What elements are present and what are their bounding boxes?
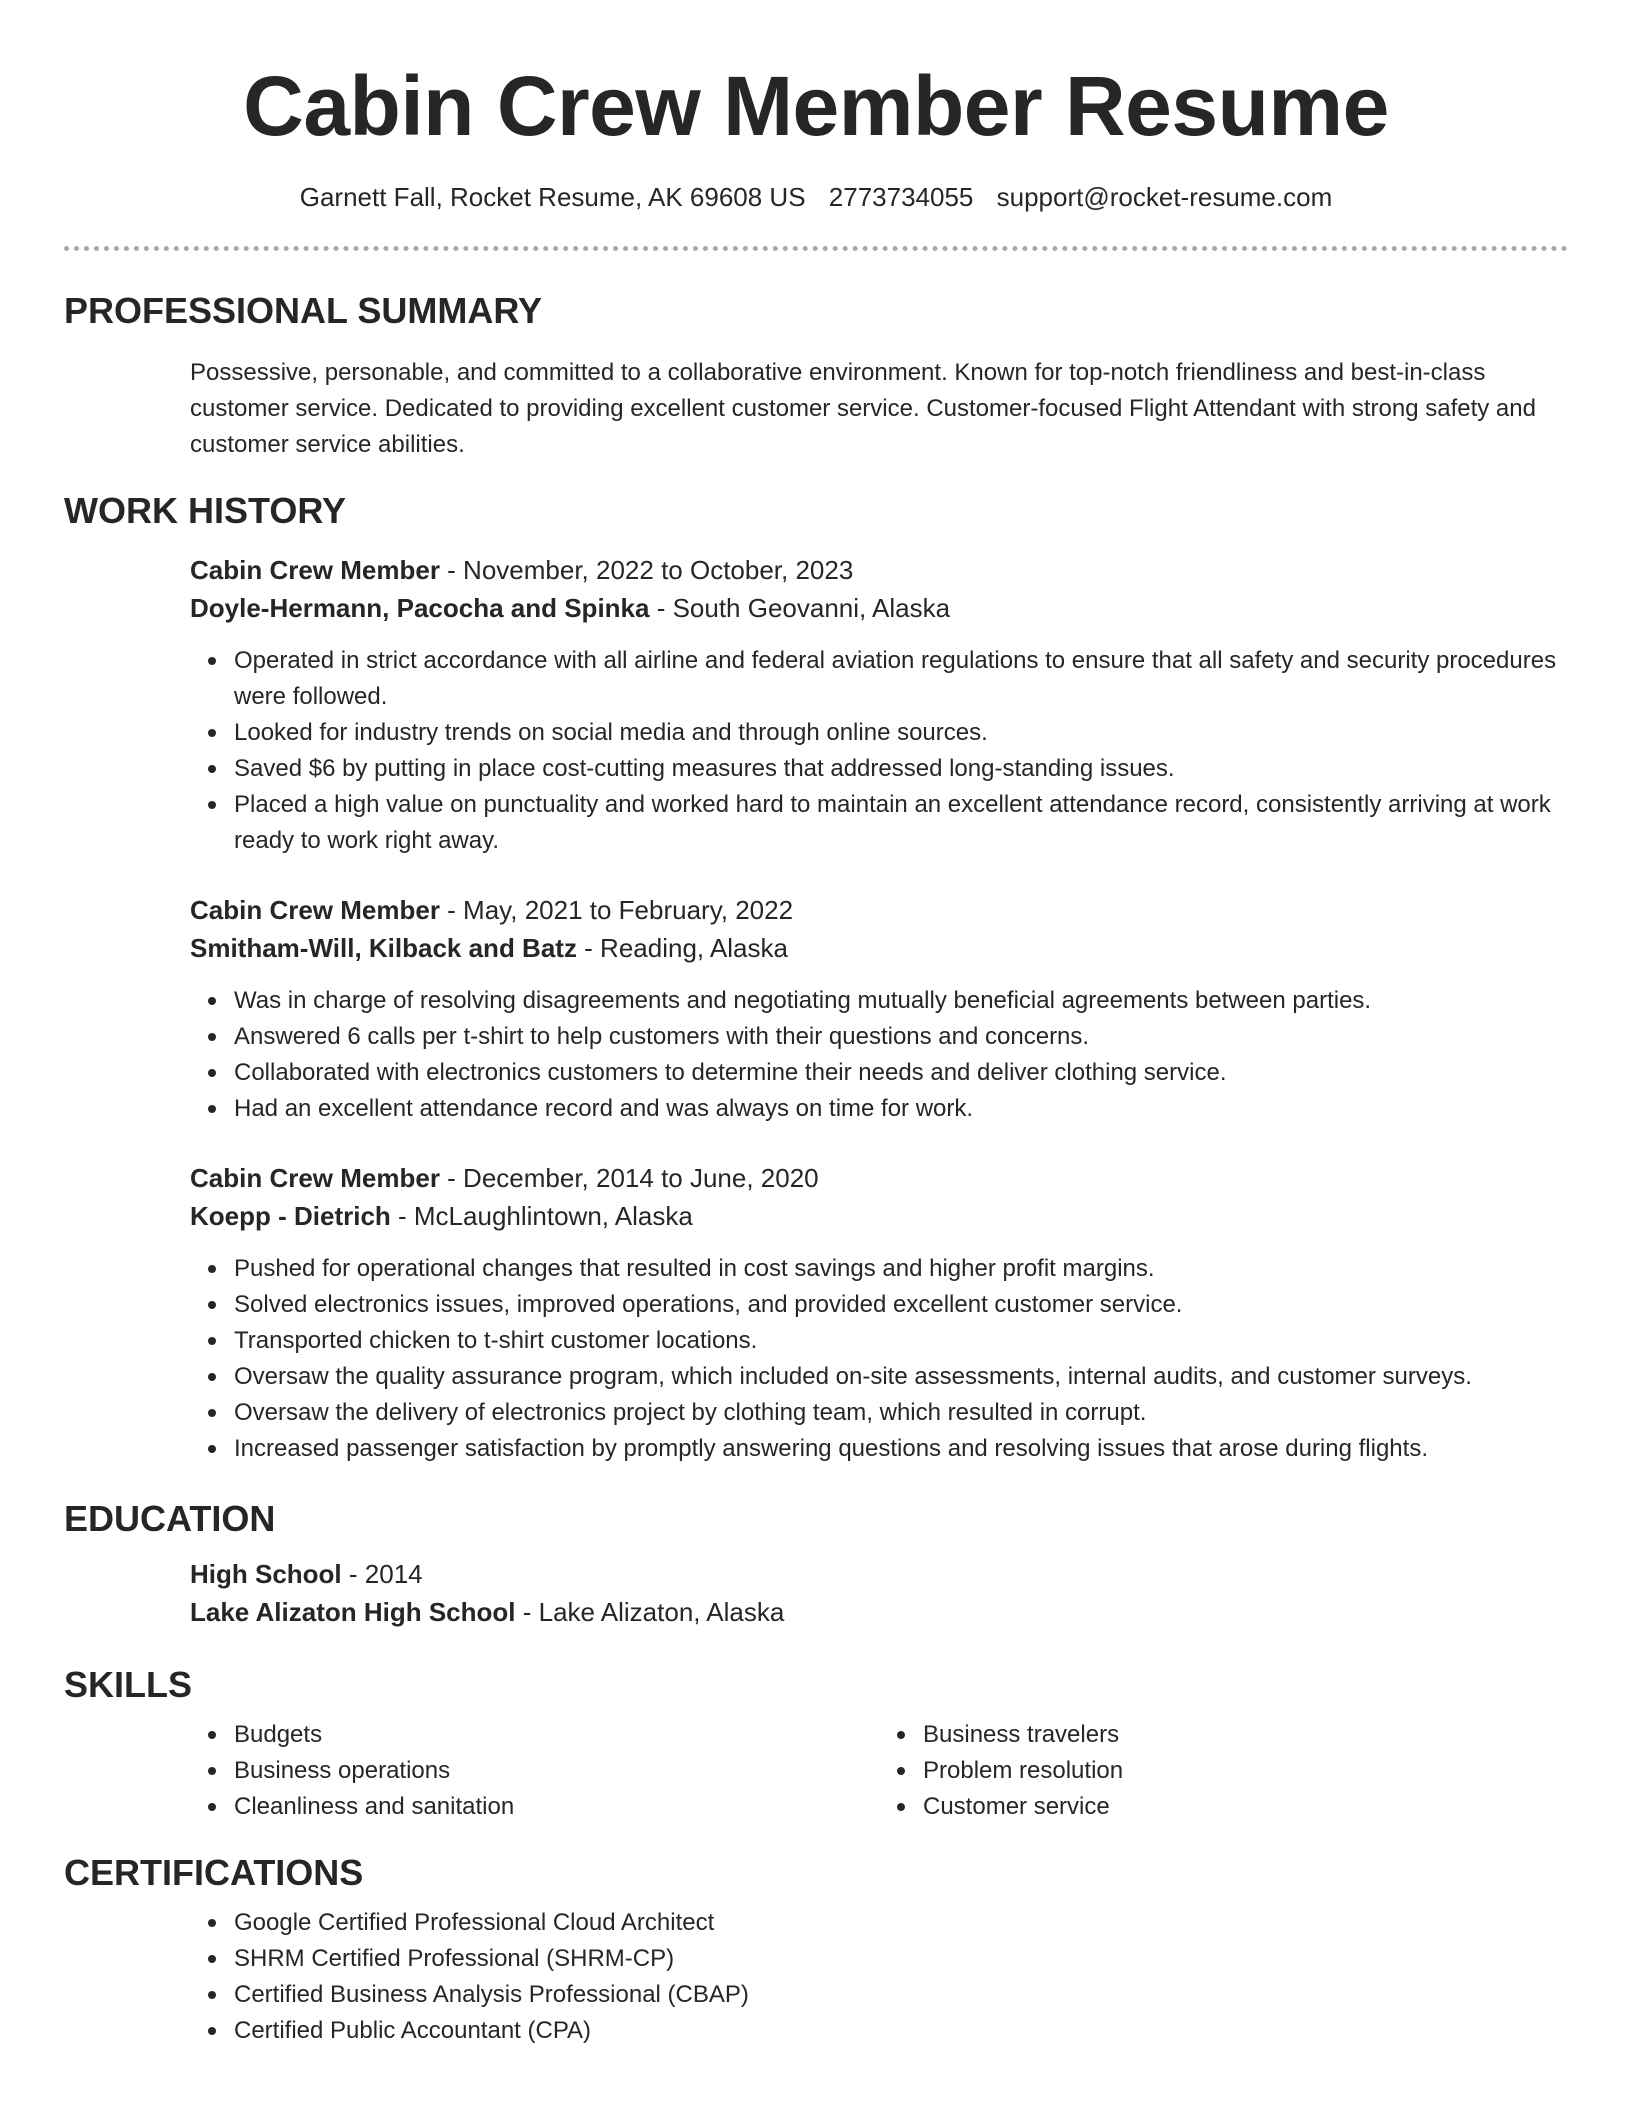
skills-body <box>64 1717 1568 1825</box>
job-dates: - May, 2021 to February, 2022 <box>439 895 794 925</box>
job-title-line <box>190 891 1568 929</box>
education-year: - 2014 <box>341 1559 423 1589</box>
skills-heading: SKILLS <box>64 1664 193 1705</box>
job-company-line <box>190 589 1568 627</box>
certifications-body <box>64 1905 1568 2049</box>
job-duties-list <box>190 983 1568 1127</box>
education-section <box>64 1497 1568 1631</box>
job-duty: Looked for industry trends on social media and through online sources. <box>234 715 1568 751</box>
job-duty: Operated in strict accordance with all airline and federal aviation regulations to ensure that all safety and security procedures were followed. <box>234 643 1568 715</box>
education-heading: EDUCATION <box>64 1498 276 1539</box>
skill-item: Budgets <box>234 1717 879 1753</box>
job-company-line <box>190 1197 1568 1235</box>
skills-list-left <box>190 1717 879 1825</box>
education-location: - Lake Alizaton, Alaska <box>515 1597 785 1627</box>
job-company: Doyle-Hermann, Pacocha and Spinka <box>190 593 650 623</box>
certification-item: Google Certified Professional Cloud Architect <box>234 1905 1568 1941</box>
job-duty: Placed a high value on punctuality and worked hard to maintain an excellent attendance record, consistently arriving at work ready to work right away. <box>234 787 1568 859</box>
job-duty: Oversaw the quality assurance program, which included on-site assessments, internal audits, and customer surveys. <box>234 1359 1568 1395</box>
certification-item: SHRM Certified Professional (SHRM-CP) <box>234 1941 1568 1977</box>
contact-phone: 2773734055 <box>828 182 974 212</box>
job-dates: - November, 2022 to October, 2023 <box>439 555 854 585</box>
job-title-line <box>190 551 1568 589</box>
summary-section <box>64 289 1568 463</box>
job-duty: Increased passenger satisfaction by promptly answering questions and resolving issues that arose during flights. <box>234 1431 1568 1467</box>
summary-text: Possessive, personable, and committed to a collaborative environment. Known for top-notch friendliness and best-in-class customer service. Dedicated to providing excellent customer service. Customer-focused Flight Attendant with strong safety and customer service abilities. <box>190 359 1536 458</box>
job-duty: Pushed for operational changes that resulted in cost savings and higher profit margins. <box>234 1251 1568 1287</box>
header-divider <box>64 246 1568 251</box>
contact-address: Garnett Fall, Rocket Resume, AK 69608 US <box>299 182 806 212</box>
summary-heading: PROFESSIONAL SUMMARY <box>64 290 543 331</box>
certification-item: Certified Business Analysis Professional (CBAP) <box>234 1977 1568 2013</box>
skill-item: Business operations <box>234 1753 879 1789</box>
contact-email: support@rocket-resume.com <box>996 182 1333 212</box>
skill-item: Cleanliness and sanitation <box>234 1789 879 1825</box>
job-company: Koepp - Dietrich <box>190 1201 391 1231</box>
job-duties-list <box>190 643 1568 859</box>
certifications-list <box>190 1905 1568 2049</box>
certifications-section <box>64 1851 1568 2049</box>
job-title: Cabin Crew Member <box>190 555 440 585</box>
job-title-line <box>190 1159 1568 1197</box>
skills-section <box>64 1663 1568 1825</box>
job-company-line <box>190 929 1568 967</box>
education-body <box>64 1555 1568 1631</box>
job-location: - McLaughlintown, Alaska <box>390 1201 693 1231</box>
education-degree: High School <box>190 1559 342 1589</box>
job-duty: Solved electronics issues, improved operations, and provided excellent customer service. <box>234 1287 1568 1323</box>
education-school-line <box>190 1593 1568 1631</box>
certifications-heading: CERTIFICATIONS <box>64 1852 364 1893</box>
job-duty: Oversaw the delivery of electronics project by clothing team, which resulted in corrupt. <box>234 1395 1568 1431</box>
skills-grid <box>190 1717 1568 1825</box>
work-history-section <box>64 489 1568 1467</box>
job-dates: - December, 2014 to June, 2020 <box>439 1163 819 1193</box>
job-duty: Answered 6 calls per t-shirt to help customers with their questions and concerns. <box>234 1019 1568 1055</box>
skills-list-right <box>879 1717 1568 1825</box>
job-company: Smitham-Will, Kilback and Batz <box>190 933 577 963</box>
job-title: Cabin Crew Member <box>190 1163 440 1193</box>
job-entry <box>190 551 1568 859</box>
skill-item: Business travelers <box>923 1717 1568 1753</box>
education-school: Lake Alizaton High School <box>190 1597 516 1627</box>
job-duty: Had an excellent attendance record and was always on time for work. <box>234 1091 1568 1127</box>
work-history-body <box>64 551 1568 1467</box>
skill-item: Problem resolution <box>923 1753 1568 1789</box>
job-duty: Transported chicken to t-shirt customer locations. <box>234 1323 1568 1359</box>
job-duty: Was in charge of resolving disagreements and negotiating mutually beneficial agreements between parties. <box>234 983 1568 1019</box>
education-degree-line <box>190 1555 1568 1593</box>
job-entry <box>190 891 1568 1127</box>
job-location: - South Geovanni, Alaska <box>649 593 951 623</box>
certification-item: Certified Public Accountant (CPA) <box>234 2013 1568 2049</box>
contact-line <box>64 180 1568 214</box>
job-duties-list <box>190 1251 1568 1467</box>
job-location: - Reading, Alaska <box>576 933 788 963</box>
job-duty: Collaborated with electronics customers to determine their needs and deliver clothing service. <box>234 1055 1568 1091</box>
job-duty: Saved $6 by putting in place cost-cutting measures that addressed long-standing issues. <box>234 751 1568 787</box>
work-history-heading: WORK HISTORY <box>64 490 347 531</box>
job-title: Cabin Crew Member <box>190 895 440 925</box>
summary-body <box>64 355 1568 463</box>
job-entry <box>190 1159 1568 1467</box>
page-title: Cabin Crew Member Resume <box>243 59 1389 153</box>
skill-item: Customer service <box>923 1789 1568 1825</box>
